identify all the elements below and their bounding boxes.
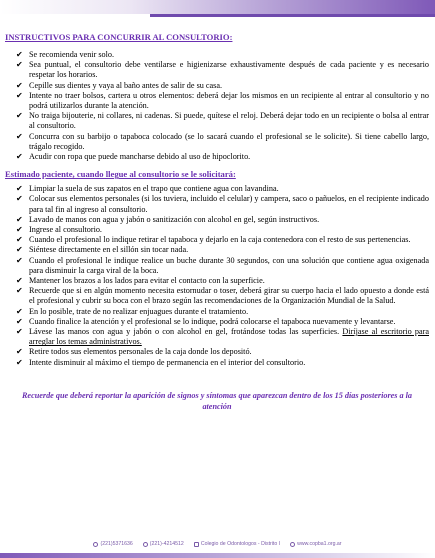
checklist-item-text: Se recomienda venir solo. [29, 50, 115, 59]
check-icon: ✔ [16, 327, 23, 337]
check-icon: ✔ [16, 80, 23, 90]
check-icon: ✔ [16, 286, 23, 296]
facebook-icon [194, 542, 199, 547]
check-icon: ✔ [16, 347, 23, 357]
checklist-item-text: No traiga bijouterie, ni collares, ni cadenas. Si puede, quítese el reloj. Deberá dejar todo en un recipiente o bolsa al entrar al consultorio. [29, 111, 429, 131]
checklist-item [5, 327, 429, 347]
checklist-item [5, 132, 429, 152]
check-icon: ✔ [16, 194, 23, 204]
header-accent-stripe [150, 14, 435, 17]
checklist-item [5, 91, 429, 111]
section-heading-arrival: Estimado paciente, cuando llegue al consultorio se le solicitará: [5, 169, 236, 180]
check-icon: ✔ [16, 131, 23, 141]
checklist-item-text: Concurra con su barbijo o tapaboca colocado (se lo sacará cuando el profesional se le solicite). Si tiene cabello largo, trágalo recogido. [29, 131, 429, 151]
footer-gradient-band [0, 553, 435, 558]
footer-website[interactable]: www.copba1.org.ar [290, 541, 341, 547]
globe-icon [290, 542, 295, 547]
checklist-item-text: Lavado de manos con agua y jabón o sanitización con alcohol en gel, según instructivos. [29, 214, 320, 224]
check-icon: ✔ [16, 276, 23, 286]
checklist-item [5, 286, 429, 306]
checklist-item [5, 256, 429, 276]
checklist-item-text: Intente disminuir al máximo el tiempo de permanencia en el interior del consultorio. [29, 357, 306, 367]
checklist-item [5, 347, 429, 357]
whatsapp-icon [93, 542, 98, 547]
phone-icon [143, 542, 148, 547]
checklist-item [5, 184, 429, 194]
checklist-item-text: Ingrese al consultorio. [29, 225, 102, 235]
checklist-item-text: Retire todos sus elementos personales de la caja donde los depositó. [29, 347, 252, 357]
checklist-item [5, 60, 429, 80]
checklist-item [5, 81, 429, 91]
checklist-item [5, 111, 429, 131]
checklist-item-text: Cuando el profesional lo indique retirar el tapaboca y dejarlo en la caja contenedora con el resto de sus pertenencias. [29, 235, 411, 245]
checklist-item-text: Limpiar la suela de sus zapatos en el trapo que contiene agua con lavandina. [29, 184, 279, 194]
footer-organization: Colegio de Odontologos - Distrito I [194, 541, 280, 547]
checklist-item [5, 276, 429, 286]
section-heading-instructions: INSTRUCTIVOS PARA CONCURRIR AL CONSULTORIO: [5, 32, 233, 42]
checklist-item [5, 235, 429, 245]
check-icon: ✔ [16, 214, 23, 224]
checklist-item [5, 50, 429, 60]
check-icon: ✔ [16, 90, 23, 100]
checklist-item-text: Intente no traer bolsos, cartera u otros elementos: deberá dejar los mismos en un recipiente al entrar al consultorio y no podrá utilizarlos durante la atención. [29, 90, 429, 111]
admin-desk-instruction: Diríjase al escritorio para arreglar los temas administrativos. [29, 327, 429, 347]
checklist-item-text: Lávese las manos con agua y jabón o con alcohol en gel, frotándose todas las superficies. [29, 327, 343, 337]
checklist-item [5, 215, 429, 225]
check-icon: ✔ [16, 60, 23, 70]
checklist-item [5, 225, 429, 235]
checklist-item [5, 245, 429, 255]
checklist-item-text: Cuando finalice la atención y el profesional se lo indique, podrá colocarse el tapaboca nuevamente y levantarse. [29, 316, 396, 326]
checklist-item [5, 307, 429, 317]
document-body [5, 32, 429, 413]
checklist-item [5, 152, 429, 162]
check-icon: ✔ [16, 255, 23, 265]
footer-phone-2: (221)-4214512 [143, 541, 184, 547]
check-icon: ✔ [16, 50, 23, 59]
check-icon: ✔ [16, 316, 23, 326]
symptoms-reminder: Recuerde que deberá reportar la aparición de signos y síntomas que aparezcan dentro de los 15 días posteriores a la atención [21, 390, 413, 412]
arrival-steps-list [5, 184, 429, 368]
contact-footer [0, 538, 435, 550]
checklist-item-text: Cepille sus dientes y vaya al baño antes de salir de su casa. [29, 80, 223, 90]
footer-phone-1: (221)5371636 [93, 541, 132, 547]
checklist-item-text: Cuando el profesional le indique realice un buche durante 30 segundos, con una solución que contiene agua oxigenada para disminuir la carga viral de la boca. [29, 255, 429, 275]
checklist-item-text: Acudir con ropa que puede mancharse debido al uso de hipoclorito. [29, 152, 251, 162]
checklist-item-text: Siéntese directamente en el sillón sin tocar nada. [29, 245, 189, 255]
checklist-item-text: Sea puntual, el consultorio debe ventilarse e higienizarse exhaustivamente después de cada paciente y es necesario respetar los horarios. [29, 60, 429, 80]
instructions-list [5, 50, 429, 162]
check-icon: ✔ [16, 111, 23, 121]
checklist-item-text: Recuerde que si en algún momento necesita estornudar o toser, deberá girar su cuerpo hacia el lado opuesto a donde está el profesional y cubrir su boca con el brazo según las recomendaciones de la Organización Mundial de la Salud. [29, 286, 429, 306]
header-gradient-band [0, 0, 435, 14]
check-icon: ✔ [16, 225, 23, 235]
check-icon: ✔ [16, 357, 23, 367]
check-icon: ✔ [16, 306, 23, 316]
check-icon: ✔ [16, 184, 23, 194]
checklist-item-text: Colocar sus elementos personales (si los tuviera, incluido el celular) y campera, saco o pañuelos, en el recipiente indicado para tal fin al ingreso al consultorio. [29, 194, 429, 214]
checklist-item [5, 194, 429, 214]
checklist-item [5, 358, 429, 368]
checklist-item-text: En lo posible, trate de no realizar enjuagues durante el tratamiento. [29, 306, 249, 316]
check-icon: ✔ [16, 152, 23, 162]
check-icon: ✔ [16, 245, 23, 255]
checklist-item-text: Mantener los brazos a los lados para evitar el contacto con la superficie. [29, 276, 265, 286]
check-icon: ✔ [16, 235, 23, 245]
checklist-item [5, 317, 429, 327]
